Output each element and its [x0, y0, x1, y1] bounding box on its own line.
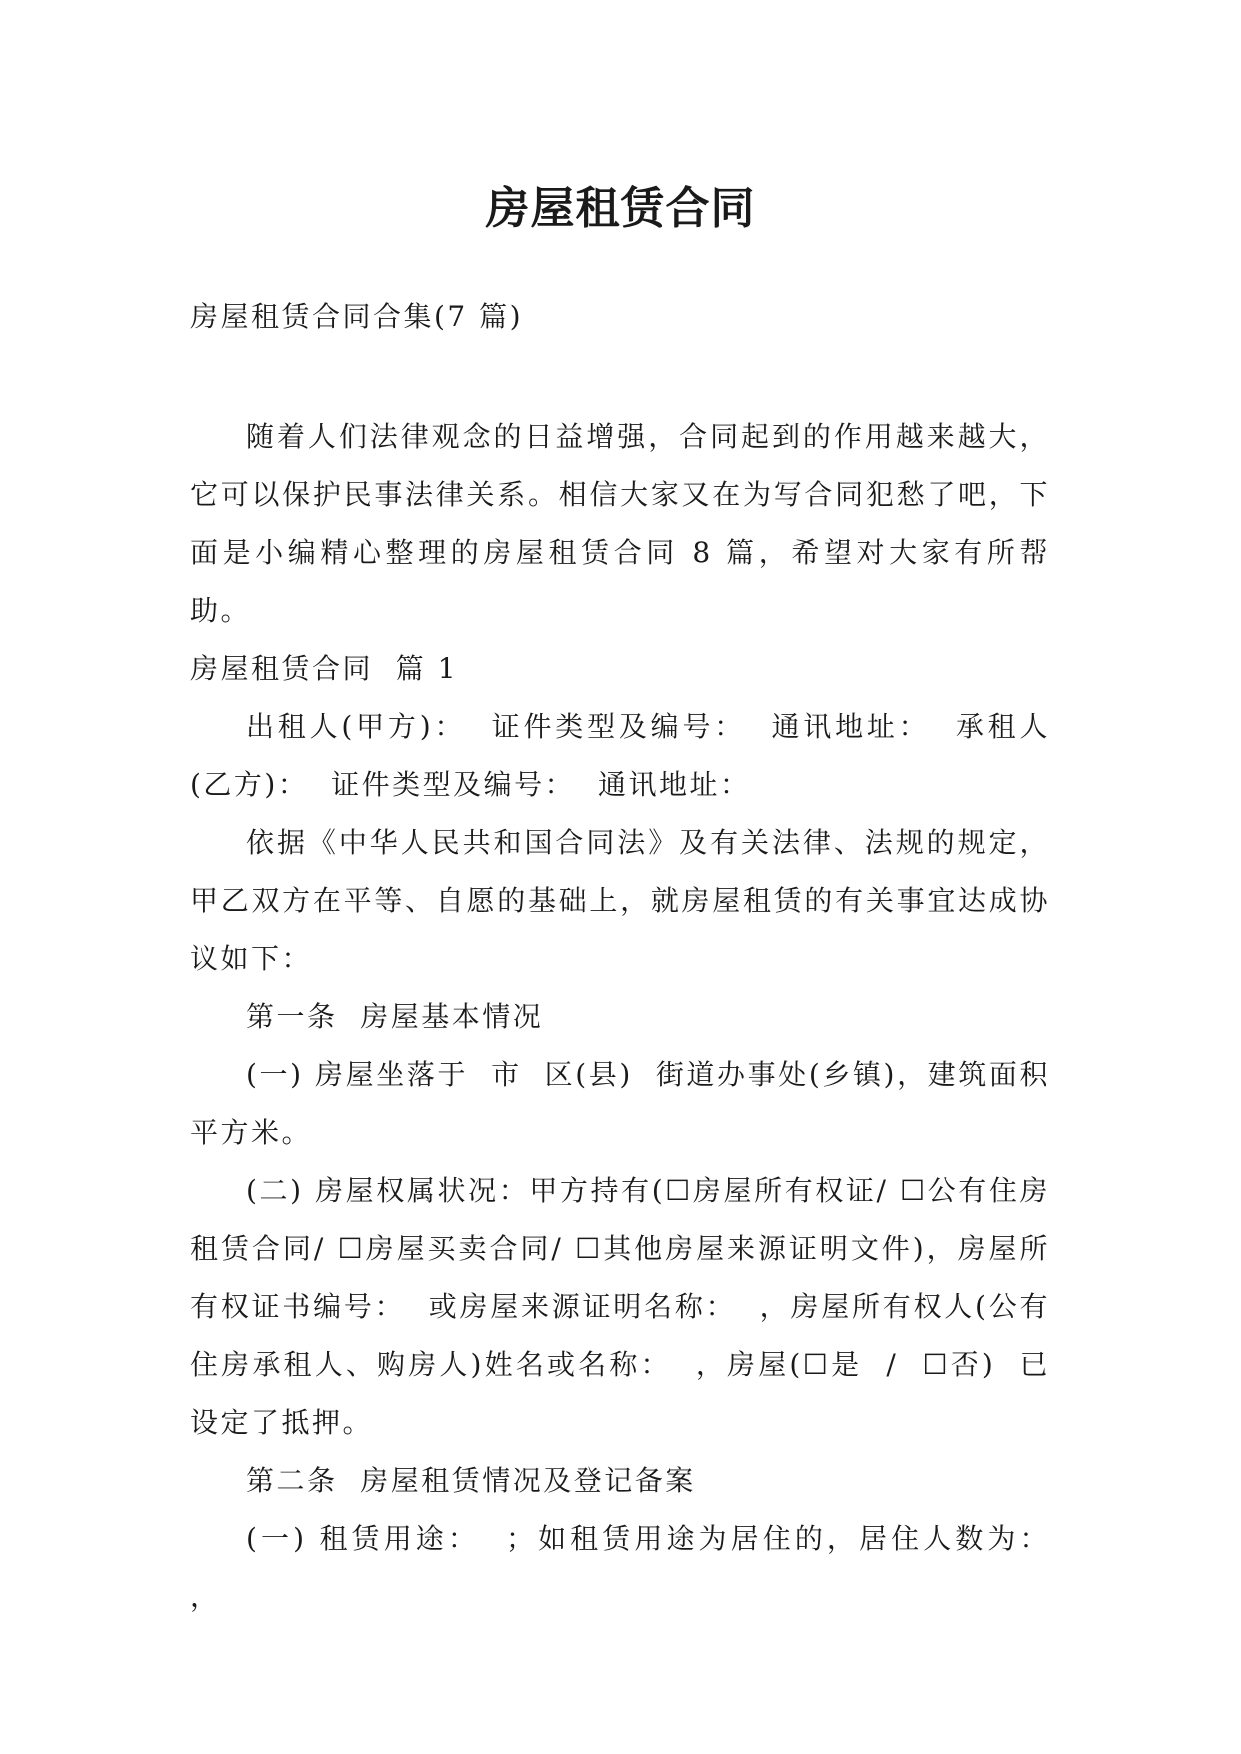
parties-paragraph: 出租人(甲方)： 证件类型及编号： 通讯地址： 承租人(乙方)： 证件类型及编号： 通讯地址：: [190, 710, 1050, 801]
document-body: [190, 408, 1073, 1626]
article-1-heading: 第一条 房屋基本情况: [246, 1000, 544, 1033]
intro-paragraph: 随着人们法律观念的日益增强，合同起到的作用越来越大，它可以保护民事法律关系。相信大家又在为写合同犯愁了吧，下面是小编精心整理的房屋租赁合同 8 篇，希望对大家有所帮助。: [190, 420, 1050, 627]
collection-title: 房屋租赁合同合集(7 篇): [190, 300, 524, 333]
article-1-clause-1: (一) 房屋坐落于 市 区(县) 街道办事处(乡镇)，建筑面积 平方米。: [190, 1058, 1073, 1149]
article-1-clause-2: (二) 房屋权属状况：甲方持有(☐房屋所有权证/ ☐公有住房租赁合同/ ☐房屋买卖合同/ ☐其他房屋来源证明文件)，房屋所有权证书编号： 或房屋来源证明名称： ，房屋所有权人(公有住房承租人、购房人)姓名或名称： ，房屋(☐是 / ☐否) 已设定了抵押。: [190, 1174, 1050, 1439]
section-heading-part-1: 房屋租赁合同 篇 1: [190, 652, 459, 685]
article-2-heading: 第二条 房屋租赁情况及登记备案: [246, 1464, 696, 1497]
document-title: 房屋租赁合同: [485, 183, 756, 235]
legal-basis-paragraph: 依据《中华人民共和国合同法》及有关法律、法规的规定，甲乙双方在平等、自愿的基础上，就房屋租赁的有关事宜达成协议如下：: [190, 826, 1050, 975]
article-2-clause-1: (一) 租赁用途： ；如租赁用途为居住的，居住人数为： ，: [190, 1522, 1073, 1613]
